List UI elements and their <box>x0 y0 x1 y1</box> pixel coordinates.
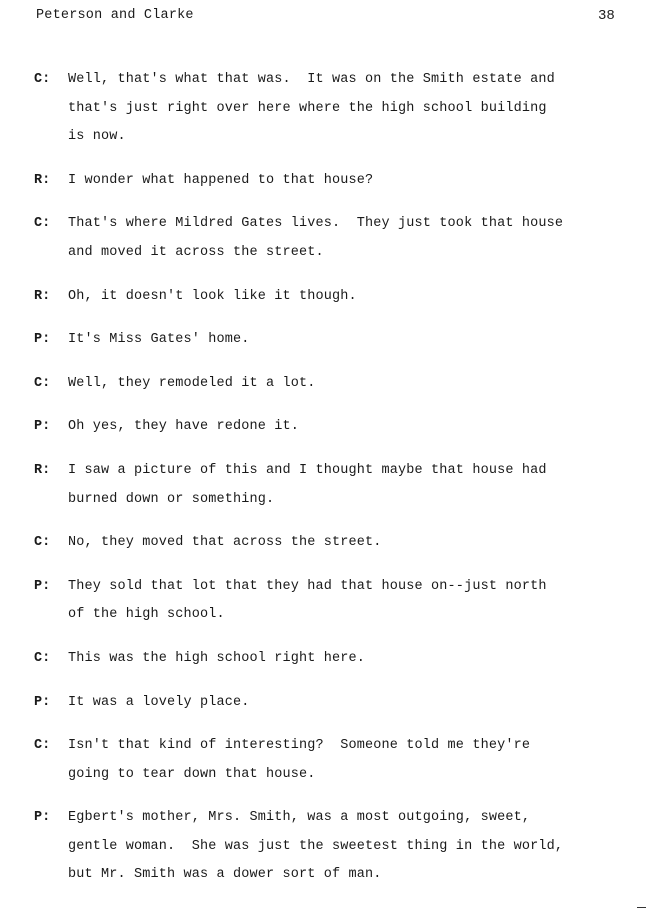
transcript-entry <box>0 413 650 442</box>
page-number: 38 <box>598 8 615 24</box>
transcript-entry <box>0 167 650 196</box>
speaker-text <box>68 66 598 152</box>
transcript-entry <box>0 326 650 355</box>
transcript-entry <box>0 529 650 558</box>
text-line: They sold that lot that they had that house on--just north <box>68 578 547 594</box>
speaker-label: C: <box>34 650 51 666</box>
text-line: It's Miss Gates' home. <box>68 332 250 348</box>
transcript-entry <box>0 370 650 399</box>
speaker-label: R: <box>34 172 51 188</box>
text-line: I saw a picture of this and I thought maybe that house had <box>68 462 547 478</box>
text-line: Oh, it doesn't look like it though. <box>68 288 357 304</box>
transcript-entry <box>0 66 650 152</box>
speaker-text <box>68 210 598 267</box>
speaker-text <box>68 167 598 196</box>
speaker-label: P: <box>34 332 51 348</box>
speaker-text <box>68 689 598 718</box>
transcript-entry <box>0 804 650 890</box>
text-line: I wonder what happened to that house? <box>68 172 374 188</box>
speaker-label: P: <box>34 419 51 435</box>
transcript-entry <box>0 689 650 718</box>
page-header-title: Peterson and Clarke <box>36 8 194 23</box>
speaker-text <box>68 457 598 514</box>
speaker-text <box>68 645 598 674</box>
speaker-label: C: <box>34 375 51 391</box>
transcript-entry <box>0 732 650 789</box>
text-line: going to tear down that house. <box>68 766 316 782</box>
transcript-entry <box>0 457 650 514</box>
speaker-text <box>68 529 598 558</box>
text-line: Oh yes, they have redone it. <box>68 419 300 435</box>
speaker-text <box>68 326 598 355</box>
text-line: and moved it across the street. <box>68 244 324 260</box>
speaker-label: P: <box>34 694 51 710</box>
text-line: of the high school. <box>68 607 225 623</box>
text-line: that's just right over here where the high school building <box>68 100 547 116</box>
text-line: but Mr. Smith was a dower sort of man. <box>68 867 382 883</box>
text-line: is now. <box>68 129 126 145</box>
speaker-label: C: <box>34 216 51 232</box>
text-line: Egbert's mother, Mrs. Smith, was a most outgoing, sweet, <box>68 810 531 826</box>
transcript-entry <box>0 283 650 312</box>
text-line: Isn't that kind of interesting? Someone told me they're <box>68 738 531 754</box>
speaker-text <box>68 370 598 399</box>
speaker-text <box>68 283 598 312</box>
speaker-label: P: <box>34 810 51 826</box>
speaker-label: R: <box>34 288 51 304</box>
speaker-text <box>68 804 598 890</box>
speaker-label: C: <box>34 72 51 87</box>
text-line: That's where Mildred Gates lives. They just took that house <box>68 216 564 232</box>
text-line: No, they moved that across the street. <box>68 535 382 551</box>
transcript-entry <box>0 573 650 630</box>
text-line: This was the high school right here. <box>68 650 366 666</box>
text-line: burned down or something. <box>68 491 275 507</box>
speaker-text <box>68 573 598 630</box>
text-line: Well, that's what that was. It was on the Smith estate and <box>68 72 555 87</box>
speaker-label: P: <box>34 578 51 594</box>
text-line: It was a lovely place. <box>68 694 250 710</box>
speaker-label: C: <box>34 738 51 754</box>
speaker-label: R: <box>34 462 51 478</box>
transcript-entry <box>0 645 650 674</box>
scan-mark <box>637 907 646 908</box>
speaker-text <box>68 413 598 442</box>
text-line: Well, they remodeled it a lot. <box>68 375 316 391</box>
transcript-entry <box>0 210 650 267</box>
speaker-text <box>68 732 598 789</box>
text-line: gentle woman. She was just the sweetest thing in the world, <box>68 838 564 854</box>
transcript-body <box>0 66 650 905</box>
speaker-label: C: <box>34 535 51 551</box>
